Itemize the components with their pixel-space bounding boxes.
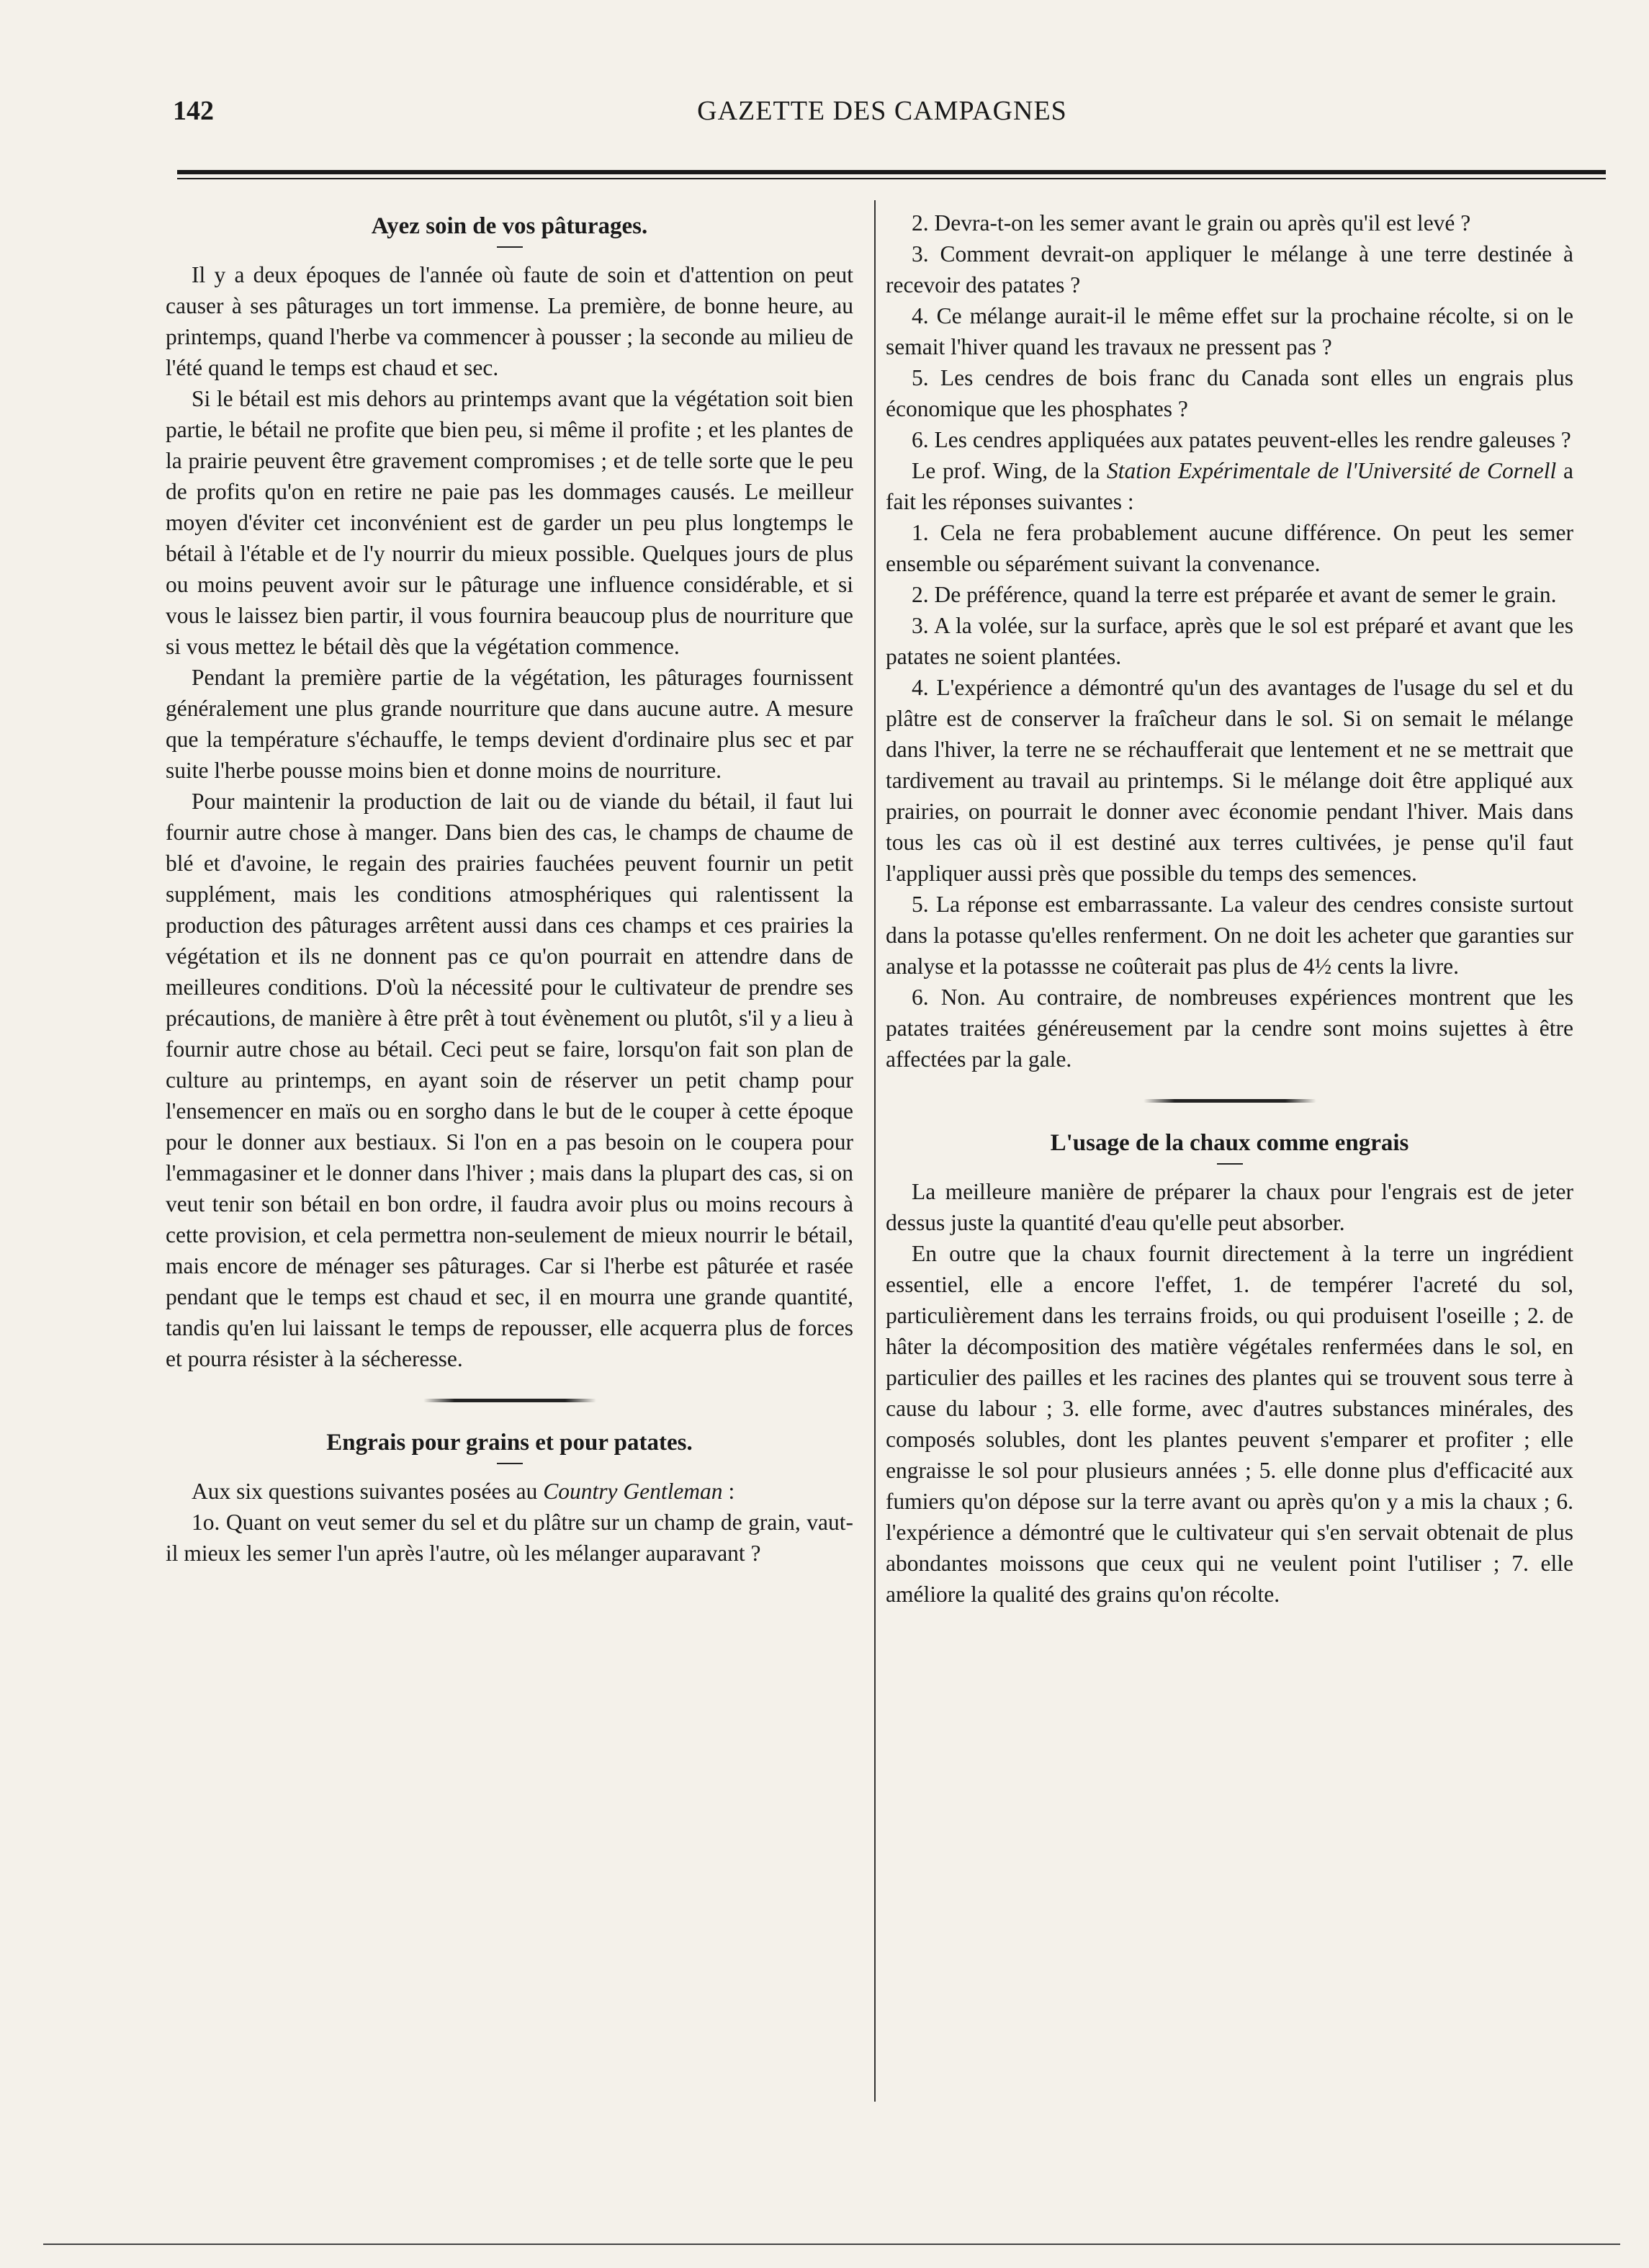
article-pasturages: [166, 210, 853, 1374]
article-title: Ayez soin de vos pâturages.: [371, 213, 648, 239]
question: 5. Les cendres de bois franc du Canada sont elles un engrais plus économique que les phosphates ?: [886, 365, 1573, 421]
paragraph: Pendant la première partie de la végétation, les pâturages fournissent généralement une plus grande nourriture que dans aucune autre. A mesure que la température s'échauffe, le temps devient d'ordinaire plus sec et par suite l'herbe pousse moins bien et donne moins de nourriture.: [166, 665, 853, 783]
journal-title: GAZETTE DES CAMPAGNES: [697, 96, 1067, 126]
paragraph: Il y a deux époques de l'année où faute de soin et d'attention on peut causer à ses pâturages un tort immense. La première, de bonne heure, au printemps, quand l'herbe va commencer à pousser ; la seconde au milieu de l'été quand le temps est chaud et sec.: [166, 262, 853, 380]
answer-intro: Le prof. Wing, de la Station Expérimentale de l'Université de Cornell a fait les réponses suivantes :: [886, 458, 1573, 514]
source-name: Station Expérimentale de l'Université de Cornell: [1106, 458, 1557, 483]
article-intro: Aux six questions suivantes posées au Country Gentleman :: [192, 1479, 735, 1504]
question: 6. Les cendres appliquées aux patates peuvent-elles les rendre galeuses ?: [912, 427, 1571, 452]
answer: 5. La réponse est embarrassante. La valeur des cendres consiste surtout dans la potasse qu'elles renferment. On ne doit les acheter que garanties sur analyse et la potassse ne coûterait pas plus de 4½ cents la livre.: [886, 892, 1573, 979]
answer: 3. A la volée, sur la surface, après que le sol est préparé et avant que les patates ne soient plantées.: [886, 613, 1573, 669]
footer-rule: [43, 2244, 1620, 2245]
paragraph: Pour maintenir la production de lait ou de viande du bétail, il faut lui fournir autre chose à manger. Dans bien des cas, le champs de chaume de blé et d'avoine, le regain des prairies fauchées peuvent fournir un petit supplément, mais les conditions atmosphériques qui ralentissent la production des pâturages arrêtent aussi dans ces champs et ces prairies la végétation et ils ne donnent pas ce qu'on pourrait en attendre dans de meilleures conditions. D'où la nécessité pour le cultivateur de prendre ses précautions, de manière à être prêt à tout évènement ou plutôt, s'il y a lieu à fournir autre chose au bétail. Ceci peut se faire, lorsqu'on fait son plan de culture au printemps, en ayant soin de réserver un petit champ pour l'ensemencer en maïs ou en sorgho dans le but de le couper à cette époque pour le donner aux bestiaux. Si l'on en a pas besoin on le coupera pour l'emmagasiner et le donner dans l'hiver ; mais dans la plupart des cas, si on veut tenir son bétail en bon ordre, il faudra avoir plus ou moins recours à cette provision, et cela permettra non-seulement de mieux nourrir le bétail, mais encore de ménager ses pâturages. Car si l'herbe est pâturée et rasée pendant que le temps est chaud et sec, il en mourra une grande quantité, tandis qu'en lui laissant le temps de repousser, elle acquerra plus de forces et pourra résister à la sécheresse.: [166, 789, 853, 1371]
title-dash: [497, 246, 523, 248]
source-name: Country Gentleman: [543, 1479, 723, 1504]
article-engrais: [166, 1427, 853, 1569]
section-separator: [1143, 1099, 1316, 1103]
question: 4. Ce mélange aurait-il le même effet sur la prochaine récolte, si on le semait l'hiver quand les travaux ne pressent pas ?: [886, 303, 1573, 359]
paragraph: En outre que la chaux fournit directement à la terre un ingrédient essentiel, elle a encore l'effet, 1. de tempérer l'acreté du sol, particulièrement dans les terrains froids, ou qui produisent l'oseille ; 2. de hâter la décomposition des matière végétales renfermées dans le sol, en particulier des pailles et les racines des plantes qui se trouvent sous terre à cause du labour ; 3. elle forme, avec d'autres substances minérales, des composés solubles, dont les plantes peuvent s'emparer et profiter ; elle engraisse le sol pour plusieurs années ; 5. elle donne plus d'efficacité aux fumiers qu'on dépose sur la terre avant ou après qu'on y a mis la chaux ; 6. l'expérience a démontré que le cultivateur qui s'en servait obtenait de plus abondantes moissons que ceux qui ne veulent point l'utiliser ; 7. elle améliore la qualité des grains qu'on récolte.: [886, 1241, 1573, 1607]
question: 3. Comment devrait-on appliquer le mélange à une terre destinée à recevoir des patates ?: [886, 241, 1573, 297]
answer: 4. L'expérience a démontré qu'un des avantages de l'usage du sel et du plâtre est de conserver la fraîcheur dans le sol. Si on semait le mélange dans l'hiver, la terre ne se réchaufferait que lentement et ne se mettrait que tardivement au travail au printemps. Si le mélange doit être appliqué aux prairies, on pourrait le donner avec économie pendant l'hiver. Mais dans tous les cas où il est destiné aux terres cultivées, je pense qu'il faut l'appliquer aussi près que possible du temps des semences.: [886, 675, 1573, 886]
left-column: [166, 207, 853, 1569]
title-dash: [497, 1463, 523, 1464]
article-title: Engrais pour grains et pour patates.: [326, 1430, 693, 1456]
answer: 2. De préférence, quand la terre est préparée et avant de semer le grain.: [912, 582, 1557, 607]
answer: 6. Non. Au contraire, de nombreuses expériences montrent que les patates traitées généreusement par la cendre sont moins sujettes à être affectées par la gale.: [886, 985, 1573, 1072]
right-column: [886, 207, 1573, 1610]
section-separator: [423, 1399, 596, 1402]
header-rule-thick: [177, 170, 1606, 174]
header-rule-thin: [177, 178, 1606, 179]
article-chaux: [886, 1127, 1573, 1610]
answer: 1. Cela ne fera probablement aucune différence. On peut les semer ensemble ou séparément suivant la convenance.: [886, 520, 1573, 576]
question: 2. Devra-t-on les semer avant le grain ou après qu'il est levé ?: [912, 210, 1471, 236]
article-title: L'usage de la chaux comme engrais: [1050, 1130, 1409, 1156]
page-number: 142: [173, 96, 214, 126]
paragraph: Si le bétail est mis dehors au printemps avant que la végétation soit bien partie, le bétail ne profite que bien peu, si même il profite ; et les plantes de la prairie peuvent être gravement compromises ; et de telle sorte que le peu de profits qu'on en retire ne paie pas les dommages causés. Le meilleur moyen d'éviter cet inconvénient est de garder un peu plus longtemps le bétail à l'étable et de l'y nourrir du mieux possible. Quelques jours de plus ou moins peuvent avoir sur le pâturage une influence considérable, et si vous le laissez bien partir, il vous fournira beaucoup plus de nourriture que si vous mettez le bétail dès que la végétation commence.: [166, 386, 853, 659]
question: 1o. Quant on veut semer du sel et du plâtre sur un champ de grain, vaut-il mieux les semer l'un après l'autre, où les mélanger auparavant ?: [166, 1510, 853, 1566]
paragraph: La meilleure manière de préparer la chaux pour l'engrais est de jeter dessus juste la quantité d'eau qu'elle peut absorber.: [886, 1179, 1573, 1235]
title-dash: [1217, 1163, 1243, 1165]
column-divider: [874, 200, 876, 2102]
page-header: [166, 95, 1599, 138]
